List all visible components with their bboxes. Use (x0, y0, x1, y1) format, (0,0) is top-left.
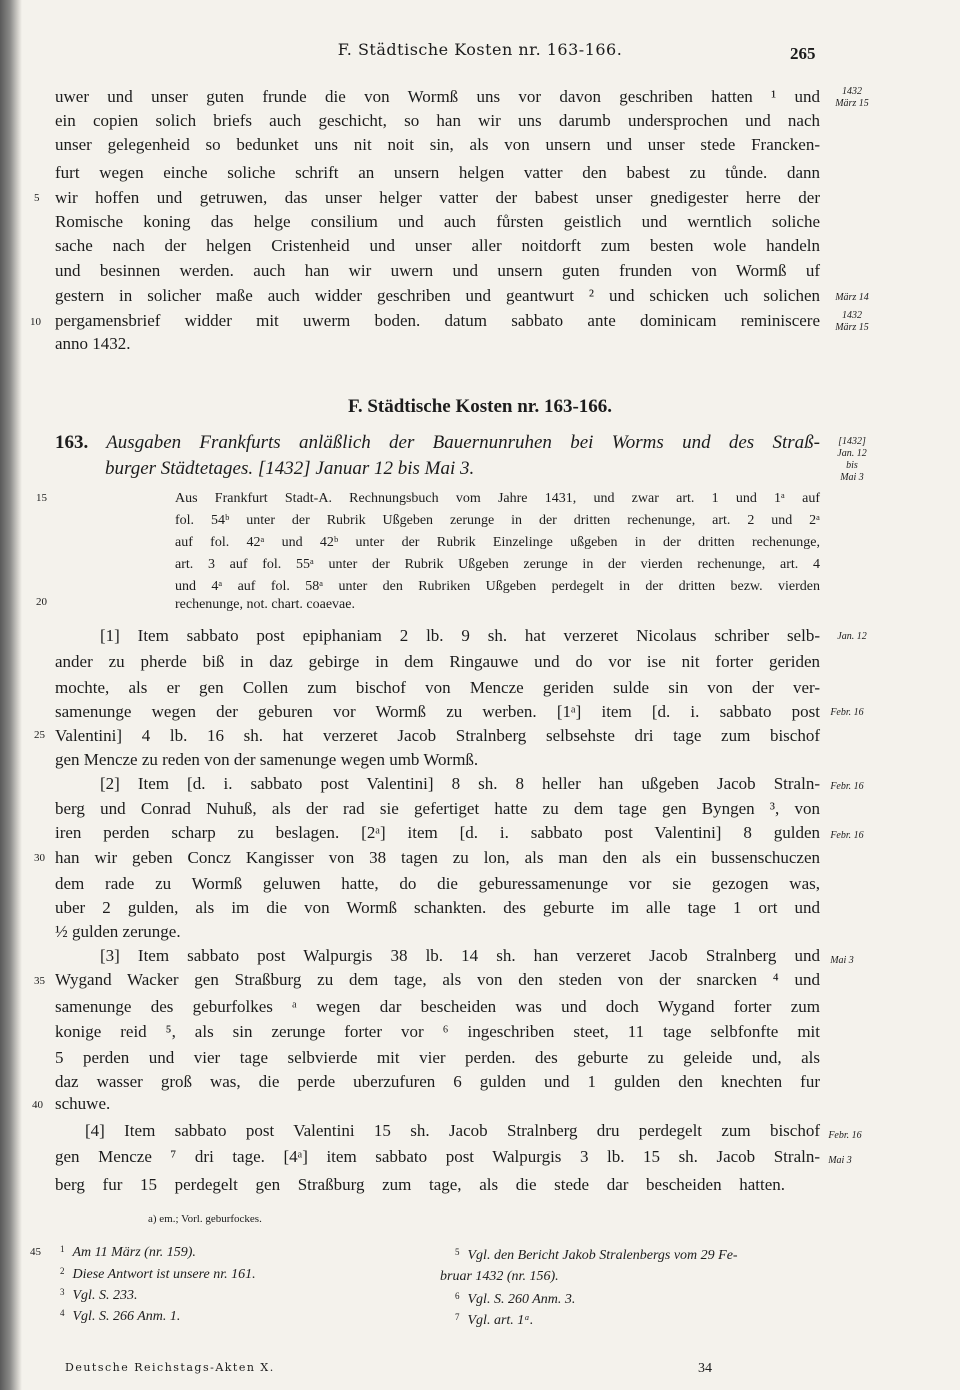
document-number: 163. (55, 432, 89, 453)
series-title: Deutsche Reichstags-Akten X. (65, 1361, 275, 1374)
text-line: gestern in solicher maße auch widder geschriben und geantwurt ² und schicken uch solichen (55, 286, 820, 305)
entry-line: [3] Item sabbato post Walpurgis 38 lb. 14 sh. han verzeret Jacob Stralnberg und (100, 946, 820, 965)
line-number: 20 (36, 596, 47, 608)
text-line: furt wegen einche soliche schrift an unsern helgen vatter den babest zu tůnde. dann (55, 163, 820, 182)
text-line: anno 1432. (55, 334, 131, 353)
entry-line: schuwe. (55, 1094, 111, 1113)
line-number: 30 (34, 852, 45, 864)
footnote: $^1$ Am 11 März (nr. 159). (60, 1244, 196, 1260)
line-number: 25 (34, 729, 45, 741)
document-date-range: [1432] Jan. 12 bis Mai 3 (837, 436, 867, 483)
entry-line: mochte, als er gen Collen zum bischof von Mencze geriden sulde sin von der ver- (55, 678, 820, 697)
text-line: Romische koning das helge consilium und auch fůrsten geistlich und werntlich soliche (55, 212, 820, 231)
text-line: und besinnen werden. auch han wir uwern und unsern guten frunden von Wormß uf (55, 261, 820, 280)
entry-line: han wir geben Concz Kangisser von 38 tagen zu lon, als man den als ein bussenschuczen (55, 848, 820, 867)
margin-date-note: Febr. 16 (830, 781, 864, 792)
page-number: 265 (790, 44, 816, 63)
line-number: 5 (34, 192, 40, 204)
margin-date-note: 1432 März 15 (835, 310, 869, 333)
text-line: wir hoffen und getruwen, das unser helger vatter der babest unser gnedigester herre der (55, 188, 820, 207)
entry-line: [4] Item sabbato post Valentini 15 sh. Jacob Stralnberg dru perdegelt zum bischof (85, 1121, 820, 1140)
margin-date-note: Febr. 16 (828, 1130, 862, 1141)
text-line: ein copien solich briefs auch geschicht, so han wir uns darumb undersprochen und nach (55, 111, 820, 130)
document-title-line: burger Städtetages. [1432] Januar 12 bis Mai 3. (105, 458, 475, 479)
entry-line: berg und Conrad Nuhuß, als der rad sie gefertiget hatte zu dem tage gen Byngen ³, von (55, 799, 820, 818)
entry-line: Valentini] 4 lb. 16 sh. hat verzeret Jacob Stralnberg selbsehste dri tage zum bischof (55, 726, 820, 745)
source-line: auf fol. 42ᵃ und 42ᵇ unter der Rubrik Einzelinge ußgeben in der dritten rechenunge, (175, 535, 820, 550)
sheet-signature: 34 (698, 1361, 712, 1376)
line-number: 10 (30, 316, 41, 328)
entry-line: uber 2 gulden, als im die von Wormß schankten. des geburte im alle tage 1 ort und (55, 898, 820, 917)
footnote: $^6$ Vgl. S. 260 Anm. 3. (455, 1291, 576, 1307)
entry-line: daz wasser groß was, die perde uberzufuren 6 gulden und 1 gulden den knechten fur (55, 1072, 820, 1091)
entry-line: samenunge wegen der geburen vor Wormß zu werben. [1ᵃ] item [d. i. sabbato post (55, 702, 820, 721)
entry-line: samenunge des geburfolkes ᵃ wegen dar bescheiden was und doch Wygand forter zum (55, 997, 820, 1016)
footnote: $^5$ Vgl. den Bericht Jakob Stralenbergs vom 29 Fe- (455, 1247, 738, 1263)
line-number: 35 (34, 975, 45, 987)
margin-date-note: Mai 3 (828, 1155, 852, 1166)
source-line: und 4ᵃ auf fol. 58ᵃ unter den Rubriken Ußgeben perdegelt in der dritten bezw. vierden (175, 579, 820, 594)
entry-line: gen Mencze zu reden von der samenunge wegen umb Wormß. (55, 750, 479, 769)
entry-line: berg fur 15 perdegelt gen Straßburg zum tage, als die stede dar bescheiden hatten. (55, 1175, 785, 1194)
entry-line: ½ gulden zerunge. (55, 922, 181, 941)
entry-line: [2] Item [d. i. sabbato post Valentini] 8 sh. 8 heller han ußgeben Jacob Straln- (100, 774, 820, 793)
entry-line: ander zu pherde biß in daz gebirge in dem Ringauwe und do vor ise nit forter geriden (55, 652, 820, 671)
footnote: $^2$ Diese Antwort ist unsere nr. 161. (60, 1266, 256, 1282)
entry-line: Wygand Wacker gen Straßburg zu dem tage, als von den steden von der snarcken ⁴ und (55, 970, 820, 989)
footnote: $^3$ Vgl. S. 233. (60, 1287, 138, 1303)
margin-date-note: Febr. 16 (830, 830, 864, 841)
margin-date-note: Mai 3 (830, 955, 854, 966)
document-title-line: 163. Ausgaben Frankfurts anläßlich der Bauernunruhen bei Worms und des Straß- (55, 432, 820, 453)
footnote: $^4$ Vgl. S. 266 Anm. 1. (60, 1308, 181, 1324)
text-line: pergamensbrief widder mit uwerm boden. datum sabbato ante dominicam reminiscere (55, 311, 820, 330)
entry-line: dem rade zu Wormß geluwen hatte, do die geburessamenunge vor sie gezogen was, (55, 874, 820, 893)
line-number: 45 (30, 1246, 41, 1258)
entry-line: [1] Item sabbato post epiphaniam 2 lb. 9 sh. hat verzeret Nicolaus schriber selb- (100, 626, 820, 645)
footnote: $^7$ Vgl. art. 1ᵃ. (455, 1312, 534, 1328)
line-number: 40 (32, 1099, 43, 1111)
margin-date-note: Febr. 16 (830, 707, 864, 718)
margin-date-note: März 14 (835, 292, 869, 303)
text-line: uwer und unser guten frunde die von Wormß uns vor davon geschriben hatten ¹ und (55, 87, 820, 106)
entry-line: iren perden scharp zu beslagen. [2ᵃ] item [d. i. sabbato post Valentini] 8 gulden (55, 823, 820, 842)
variant-note: a) em.; Vorl. geburfockes. (148, 1213, 262, 1225)
entry-line: 5 perden und vier tage selbvierde mit vier perden. des geburte zu geleide und, als (55, 1048, 820, 1067)
section-heading: F. Städtische Kosten nr. 163-166. (347, 396, 613, 417)
running-header: F. Städtische Kosten nr. 163-166. (337, 40, 623, 59)
footnote-continuation: bruar 1432 (nr. 156). (440, 1269, 559, 1284)
text-line: sache nach der helgen Cristenheid und unser aller noitdorft zum besten wole handeln (55, 236, 820, 255)
margin-date-note: 1432 März 15 (835, 86, 869, 109)
entry-line: gen Mencze ⁷ dri tage. [4ᵃ] item sabbato post Walpurgis 3 lb. 15 sh. Jacob Straln- (55, 1147, 820, 1166)
source-line: art. 3 auf fol. 55ᵃ unter der Rubrik Ußgeben zerunge in der vierden rechenunge, art. 4 (175, 557, 820, 572)
entry-line: konige reid ⁵, als sin zerunge forter vor ⁶ ingeschriben steet, 11 tage selbfonfte mit (55, 1022, 820, 1041)
source-line: Aus Frankfurt Stadt-A. Rechnungsbuch vom Jahre 1431, und zwar art. 1 und 1ᵃ auf (175, 491, 820, 506)
source-line: fol. 54ᵇ unter der Rubrik Ußgeben zerunge in der dritten rechenunge, art. 2 und 2ᵃ (175, 513, 820, 528)
margin-date-note: Jan. 12 (837, 631, 867, 642)
text-line: unser gelegenheid so bedunket uns nit noit sin, als von unsern und unser stede Francken- (55, 135, 820, 154)
source-line: rechenunge, not. chart. coaevae. (175, 597, 355, 612)
line-number: 15 (36, 492, 47, 504)
book-binding-shadow (0, 0, 22, 1390)
